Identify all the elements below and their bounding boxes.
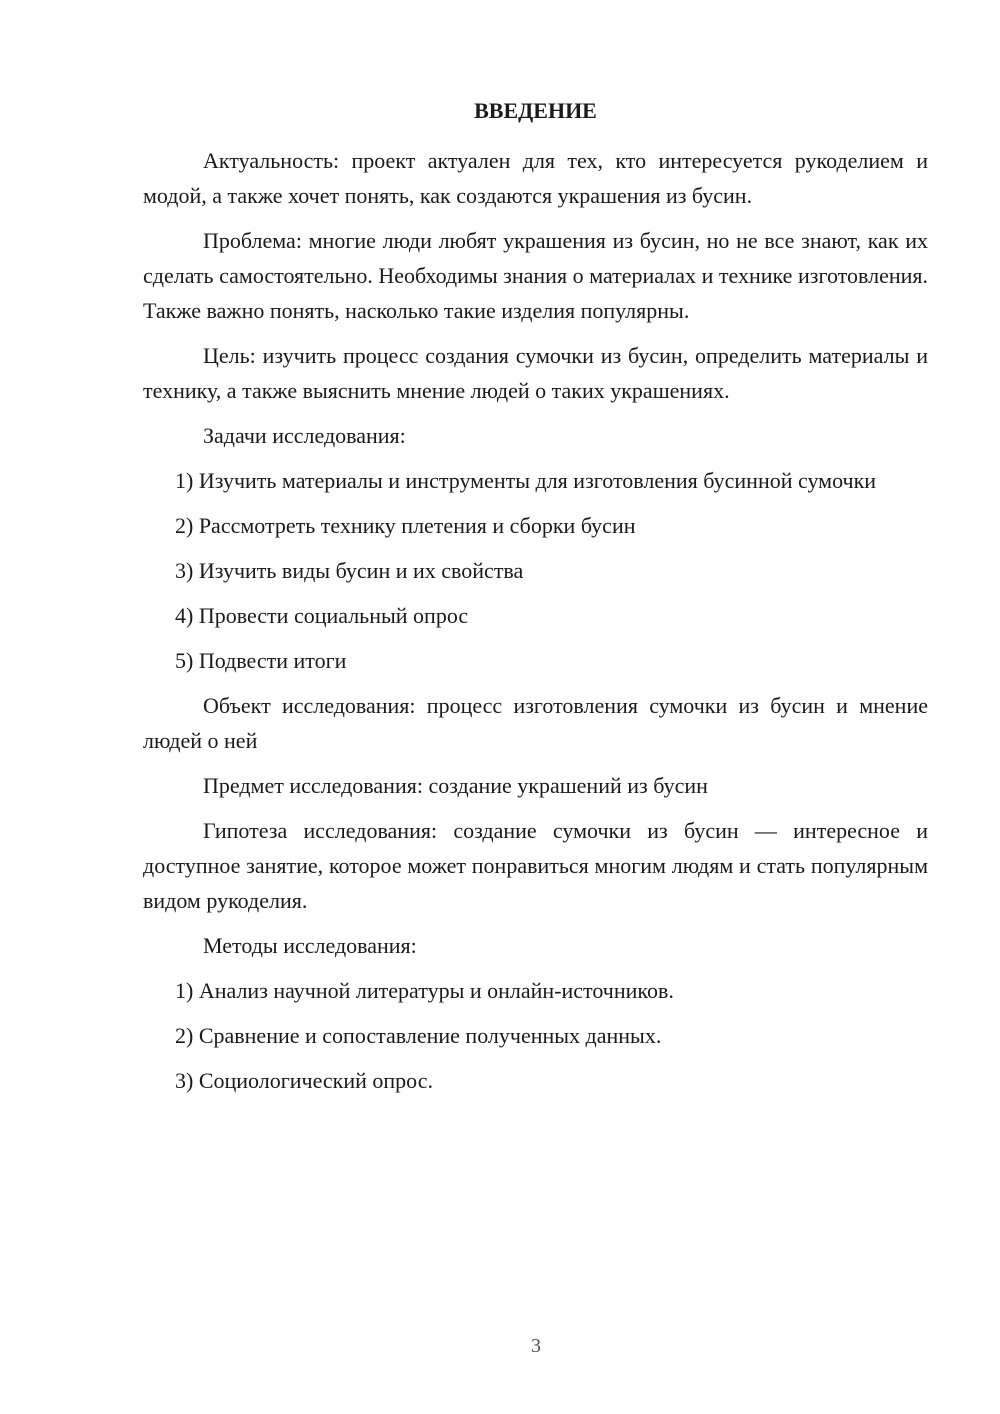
task-item: 3) Изучить виды бусин и их свойства	[175, 558, 524, 583]
task-item: 2) Рассмотреть технику плетения и сборки бусин	[175, 513, 636, 538]
subject-paragraph: Предмет исследования: создание украшений из бусин	[203, 773, 708, 798]
method-item: 3) Социологический опрос.	[175, 1068, 433, 1093]
hypothesis-paragraph: Гипотеза исследования: создание сумочки из бусин — интересное и доступное занятие, которое может понравиться многим людям и стать популярным видом рукоделия.	[143, 818, 928, 913]
method-item: 2) Сравнение и сопоставление полученных данных.	[175, 1023, 662, 1048]
page-number: 3	[531, 1335, 541, 1357]
problem-paragraph: Проблема: многие люди любят украшения из бусин, но не все знают, как их сделать самостоятельно. Необходимы знания о материалах и технике изготовления. Также важно понять, насколько такие изделия популярны.	[143, 228, 928, 323]
task-item: 4) Провести социальный опрос	[175, 603, 469, 628]
goal-paragraph: Цель: изучить процесс создания сумочки из бусин, определить материалы и технику, а также выяснить мнение людей о таких украшениях.	[143, 343, 928, 403]
tasks-heading: Задачи исследования:	[203, 423, 406, 448]
relevance-paragraph: Актуальность: проект актуален для тех, кто интересуется рукоделием и модой, а также хочет понять, как создаются украшения из бусин.	[143, 148, 928, 208]
section-title: ВВЕДЕНИЕ	[474, 98, 597, 123]
task-item: 5) Подвести итоги	[175, 648, 347, 673]
method-item: 1) Анализ научной литературы и онлайн-источников.	[175, 978, 674, 1003]
task-item: 1) Изучить материалы и инструменты для изготовления бусинной сумочки	[175, 468, 877, 493]
page-content	[143, 96, 928, 1108]
methods-heading: Методы исследования:	[203, 933, 417, 958]
object-paragraph: Объект исследования: процесс изготовления сумочки из бусин и мнение людей о ней	[143, 693, 928, 753]
